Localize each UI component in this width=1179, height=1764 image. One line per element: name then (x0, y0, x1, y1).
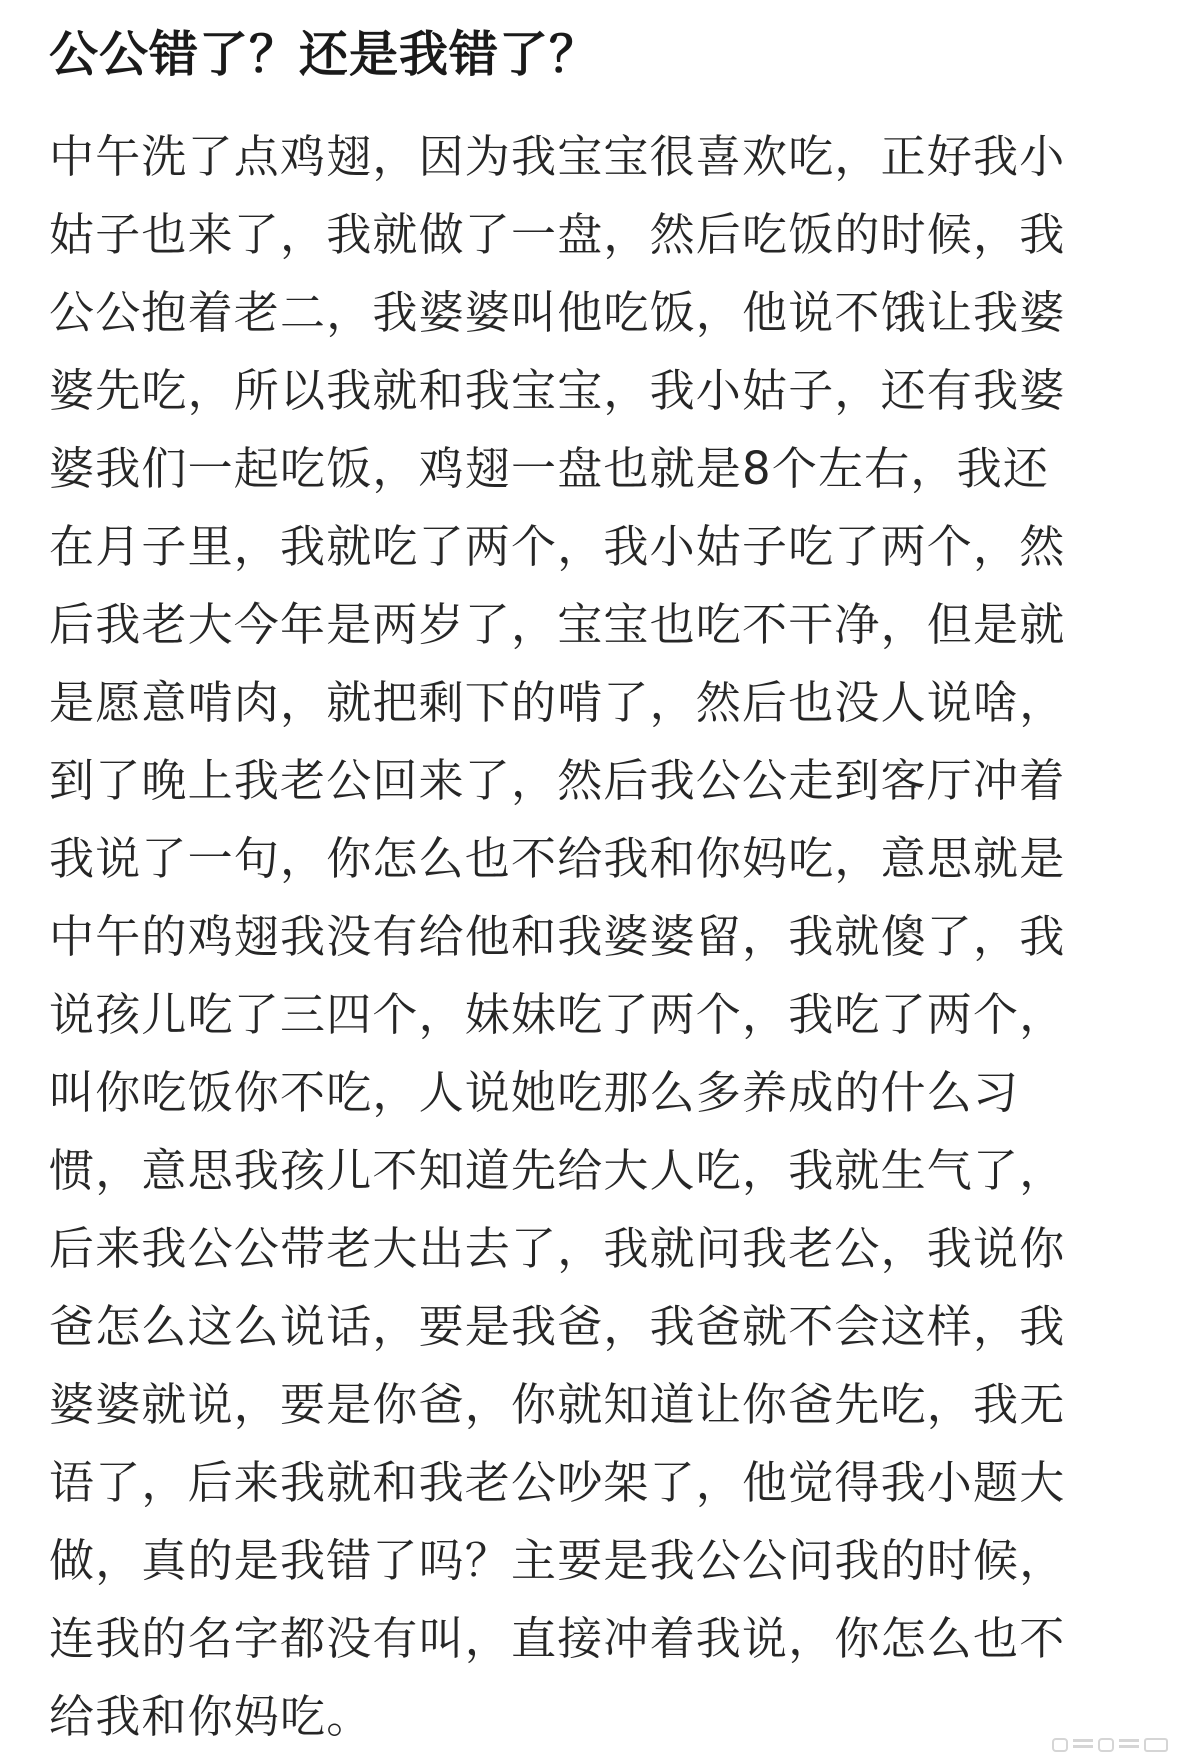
post-body-line: 公公抱着老二，我婆婆叫他吃饭，他说不饿让我婆 (49, 286, 1066, 339)
post-body-line: 后我老大今年是两岁了，宝宝也吃不干净，但是就 (49, 598, 1066, 651)
post-body-line: 婆先吃，所以我就和我宝宝，我小姑子，还有我婆 (49, 364, 1066, 417)
post (49, 0, 1139, 1756)
post-body-line: 做，真的是我错了吗？主要是我公公问我的时候， (49, 1534, 1066, 1587)
post-body-line: 我说了一句，你怎么也不给我和你妈吃，意思就是 (49, 832, 1066, 885)
post-body-line: 中午的鸡翅我没有给他和我婆婆留，我就傻了，我 (49, 910, 1066, 963)
post-title: 公公错了？还是我错了？ (49, 26, 600, 83)
post-body-line: 姑子也来了，我就做了一盘，然后吃饭的时候，我 (49, 208, 1066, 261)
post-body-line: 爸怎么这么说话，要是我爸，我爸就不会这样，我 (49, 1300, 1066, 1353)
post-body-line: 叫你吃饭你不吃，人说她吃那么多养成的什么习 (49, 1066, 1020, 1119)
post-body-line: 在月子里，我就吃了两个，我小姑子吃了两个，然 (49, 520, 1066, 573)
post-body-line: 到了晚上我老公回来了，然后我公公走到客厅冲着 (49, 754, 1066, 807)
watermark (1051, 1732, 1171, 1758)
post-body-line: 给我和你妈吃。 (49, 1690, 373, 1743)
post-body-line: 说孩儿吃了三四个，妹妹吃了两个，我吃了两个， (49, 988, 1066, 1041)
post-body-line: 惯，意思我孩儿不知道先给大人吃，我就生气了， (49, 1144, 1066, 1197)
post-body-line: 是愿意啃肉，就把剩下的啃了，然后也没人说啥， (49, 676, 1066, 729)
post-body (49, 108, 1139, 1756)
post-body-line: 后来我公公带老大出去了，我就问我老公，我说你 (49, 1222, 1066, 1275)
watermark-logo-icon (1051, 1734, 1171, 1756)
post-body-line: 语了，后来我就和我老公吵架了，他觉得我小题大 (49, 1456, 1066, 1509)
post-body-line: 婆婆就说，要是你爸，你就知道让你爸先吃，我无 (49, 1378, 1066, 1431)
post-body-line: 中午洗了点鸡翅，因为我宝宝很喜欢吃，正好我小 (49, 130, 1066, 183)
post-body-line: 婆我们一起吃饭，鸡翅一盘也就是8个左右，我还 (49, 442, 1050, 495)
post-body-line: 连我的名字都没有叫，直接冲着我说，你怎么也不 (49, 1612, 1066, 1665)
